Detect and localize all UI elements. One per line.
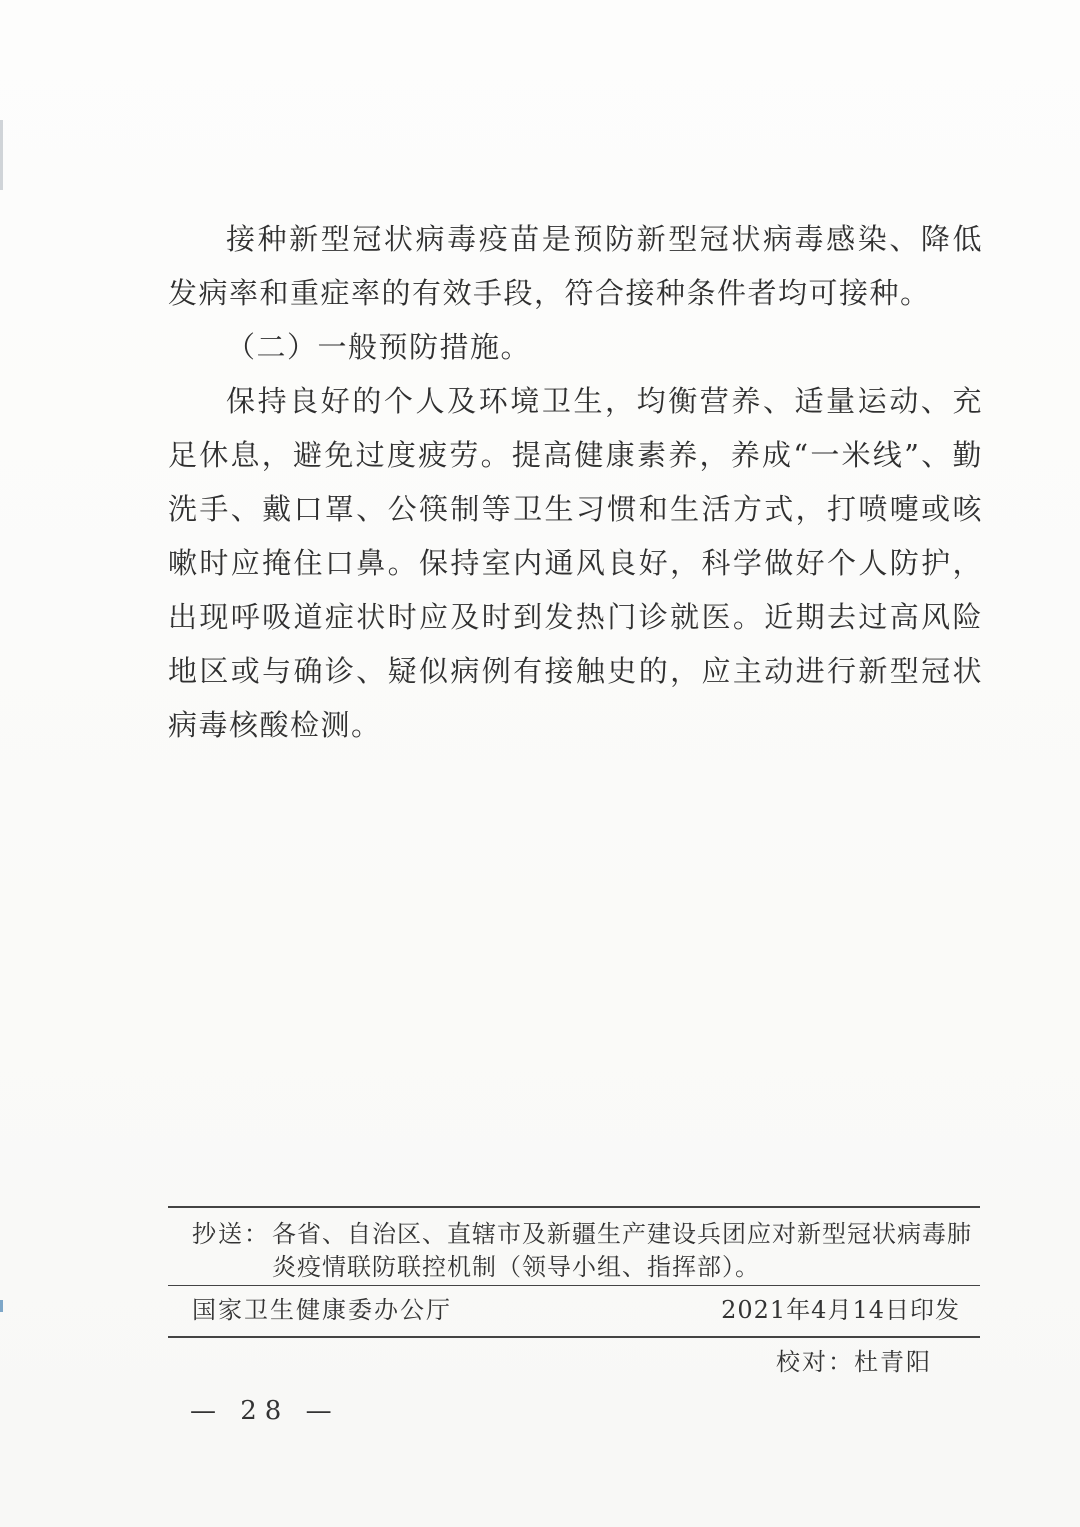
page-number: — 28 — — [190, 1396, 340, 1426]
issue-date: 2021年4月14日印发 — [721, 1296, 960, 1324]
cc-recipients: 各省、自治区、直辖市及新疆生产建设兵团应对新型冠状病毒肺炎疫情联防联控机制（领导小组、指挥部）。 — [272, 1220, 972, 1281]
cc-label: 抄送： — [192, 1220, 270, 1248]
footer-rule-middle — [168, 1285, 980, 1286]
footer-rule-top — [168, 1206, 980, 1208]
scan-edge-mark — [0, 1300, 3, 1312]
issuing-office: 国家卫生健康委办公厅 — [192, 1296, 452, 1324]
proofreader: 校对：杜青阳 — [776, 1348, 932, 1376]
body-paragraph-vaccination: 接种新型冠状病毒疫苗是预防新型冠状病毒感染、降低发病率和重症率的有效手段，符合接种条件者均可接种。 — [168, 222, 983, 310]
footer-rule-bottom — [168, 1336, 980, 1338]
scan-edge-mark — [0, 120, 3, 190]
body-paragraph-prevention-measures: 保持良好的个人及环境卫生，均衡营养、适量运动、充足休息，避免过度疲劳。提高健康素养，养成“一米线”、勤洗手、戴口罩、公筷制等卫生习惯和生活方式，打喷嚏或咳嗽时应掩住口鼻。保持室内通风良好，科学做好个人防护，出现呼吸道症状时应及时到发热门诊就医。近期去过高风险地区或与确诊、疑似病例有接触史的，应主动进行新型冠状病毒核酸检测。 — [168, 384, 983, 742]
section-heading-general-prevention: （二）一般预防措施。 — [226, 330, 532, 364]
